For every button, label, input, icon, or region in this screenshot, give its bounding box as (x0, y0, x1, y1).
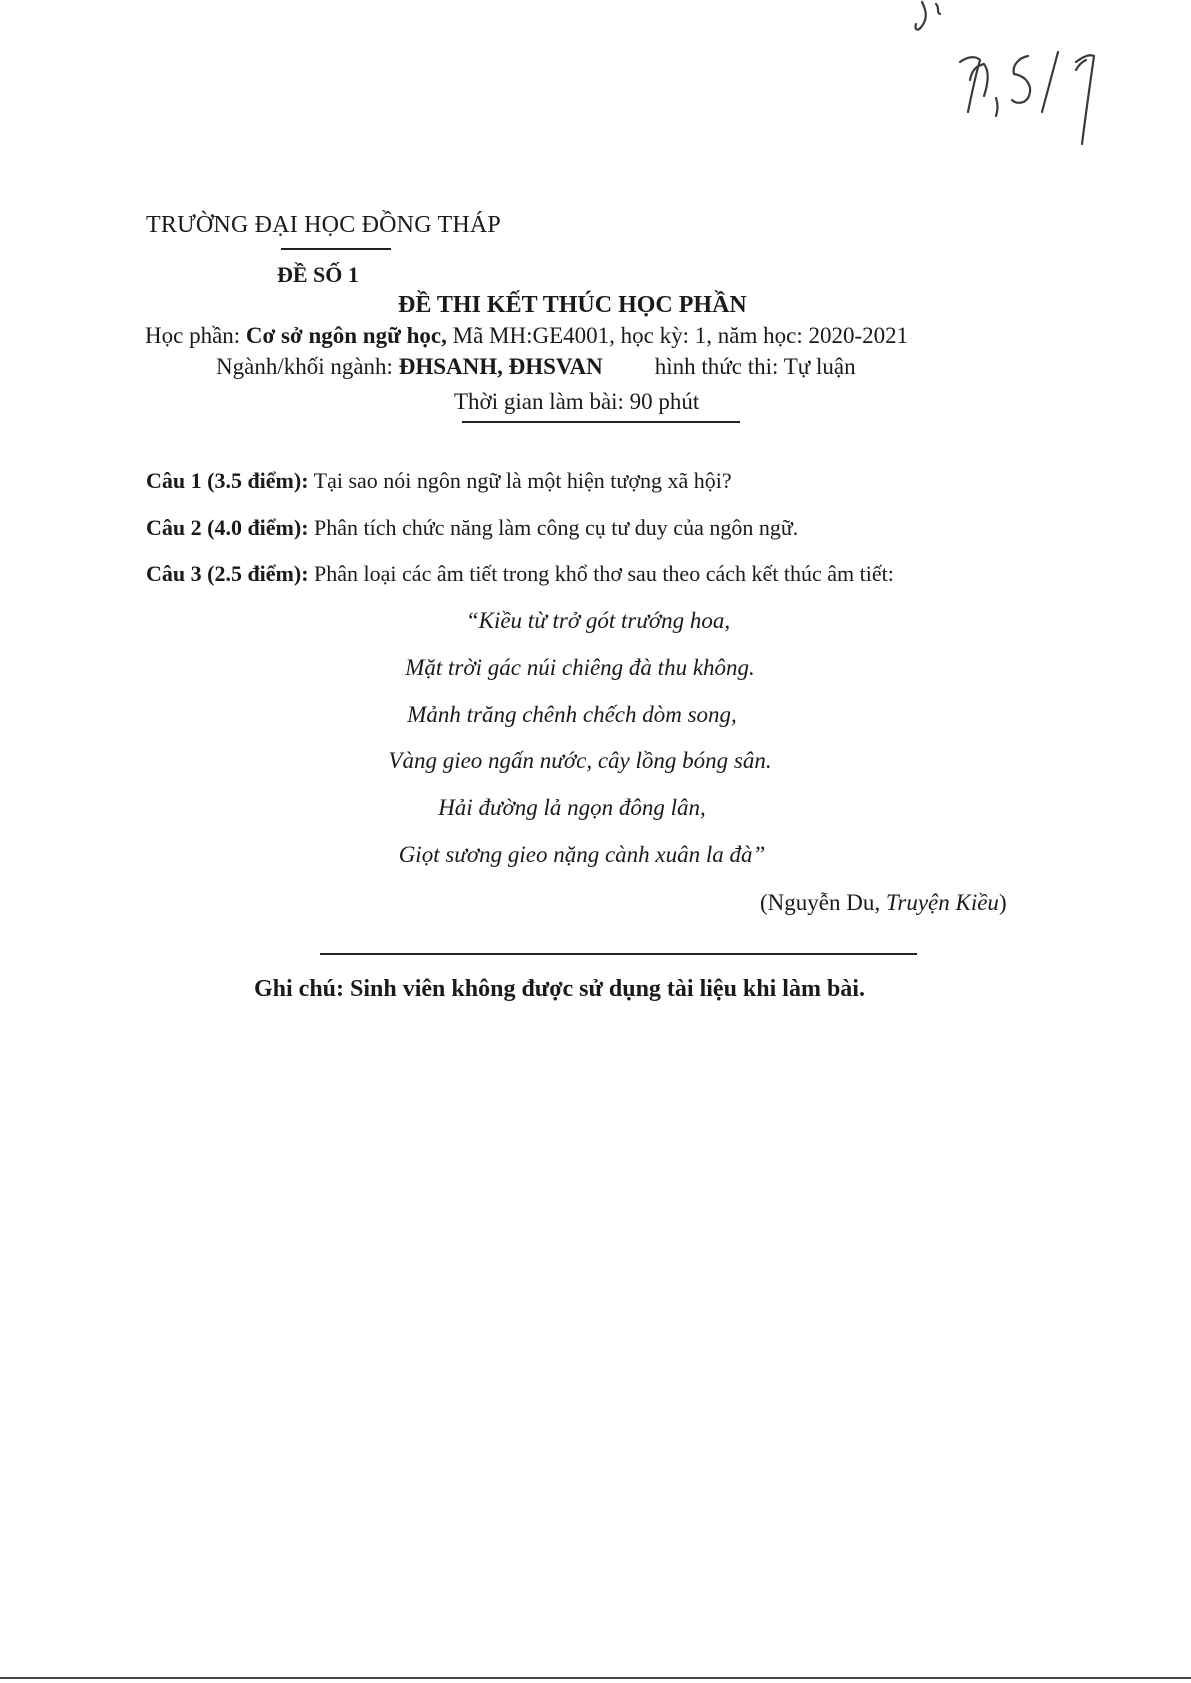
question-3-text: Phân loại các âm tiết trong khổ thơ sau theo cách kết thúc âm tiết: (308, 561, 894, 586)
citation-work: Truyện Kiều (885, 890, 999, 915)
citation-author: (Nguyễn Du, (760, 890, 886, 915)
school-underline (281, 248, 391, 250)
exam-note: Ghi chú: Sinh viên không được sử dụng tài liệu khi làm bài. (254, 976, 865, 1002)
exam-form: hình thức thi: Tự luận (654, 354, 856, 379)
course-details: Mã MH:GE4001, học kỳ: 1, năm học: 2020-2021 (446, 323, 909, 348)
course-prefix: Học phần: (145, 323, 246, 348)
question-1-label: Câu 1 (3.5 điểm): (146, 468, 309, 493)
major-prefix: Ngành/khối ngành: (216, 354, 399, 379)
major-value: ĐHSANH, ĐHSVAN (398, 354, 603, 379)
poem-line-5: Hải đường lả ngọn đông lân, (438, 795, 706, 820)
question-2-label: Câu 2 (4.0 điểm): (146, 515, 309, 540)
course-name: Cơ sở ngôn ngữ học, (245, 323, 447, 348)
separator-line (320, 953, 917, 955)
poem-citation (760, 890, 1007, 916)
question-3 (146, 561, 894, 587)
major-line (216, 354, 856, 380)
question-2-text: Phân tích chức năng làm công cụ tư duy của ngôn ngữ. (308, 515, 799, 540)
poem-line-4: Vàng gieo ngấn nước, cây lồng bóng sân. (388, 748, 772, 773)
scan-bottom-edge (0, 1677, 1191, 1679)
duration-underline (462, 421, 740, 423)
poem-line-2: Mặt trời gác núi chiêng đà thu không. (405, 655, 755, 680)
exam-title: ĐỀ THI KẾT THÚC HỌC PHẦN (398, 292, 747, 318)
citation-close: ) (998, 890, 1007, 915)
question-1 (146, 468, 732, 494)
question-3-label: Câu 3 (2.5 điểm): (146, 561, 309, 586)
exam-number: ĐỀ SỐ 1 (277, 262, 359, 287)
question-1-text: Tại sao nói ngôn ngữ là một hiện tượng xã hội? (308, 468, 732, 493)
poem-line-1: “Kiều từ trở gót trướng hoa, (465, 608, 731, 633)
question-2 (146, 515, 798, 541)
school-name: TRƯỜNG ĐẠI HỌC ĐỒNG THÁP (146, 212, 501, 238)
poem-line-6: Giọt sương gieo nặng cành xuân la đà” (398, 842, 766, 867)
poem-line-3: Mảnh trăng chênh chếch dòm song, (407, 702, 737, 727)
course-line (145, 323, 908, 349)
handwritten-annotation (900, 0, 1140, 160)
exam-duration: Thời gian làm bài: 90 phút (454, 389, 700, 414)
